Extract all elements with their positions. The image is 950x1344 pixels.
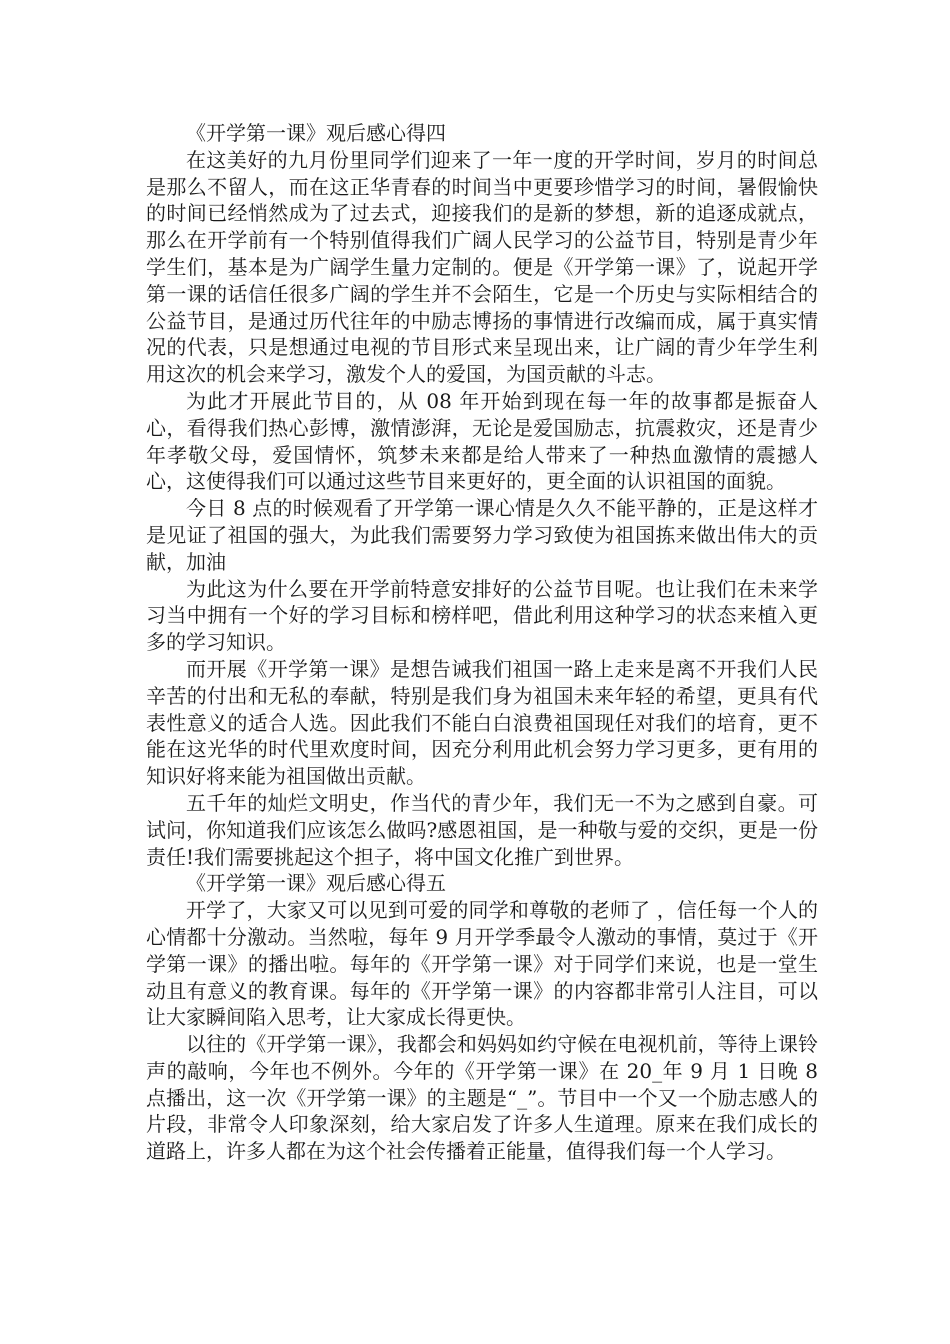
paragraph: 开学了，大家又可以见到可爱的同学和尊敬的老师了 ，信任每一个人的心情都十分激动。当然啦，每年 9 月开学季最令人激动的事情，莫过于《开学第一课》的播出啦。每年的《开学第一课》对于同学们来说，也是一堂生动且有意义的教育课。每年的《开学第一课》的内容都非常引人注目，可以让大家瞬间陷入思考，让大家成长得更快。 — [146, 898, 818, 1030]
paragraph: 而开展《开学第一课》是想告诫我们祖国一路上走来是离不开我们人民辛苦的付出和无私的奉献，特别是我们身为祖国未来年轻的希望，更具有代表性意义的适合人选。因此我们不能白白浪费祖国现任对我们的培育，更不能在这光华的时代里欢度时间，因充分利用此机会努力学习更多，更有用的知识好将来能为祖国做出贡献。 — [146, 656, 818, 789]
section-heading-5: 《开学第一课》观后感心得五 — [186, 871, 446, 896]
paragraph: 以往的《开学第一课》，我都会和妈妈如约守候在电视机前，等待上课铃声的敲响，今年也不例外。今年的《开学第一课》在 20_年 9 月 1 日晚 8 点播出，这一次《开学第一课》的主题是“_”。节目中一个又一个励志感人的片段，非常令人印象深刻，给大家启发了许多人生道理。原来在我们成长的道路上，许多人都在为这个社会传播着正能量，值得我们每一个人学习。 — [146, 1032, 818, 1164]
document-body — [146, 120, 818, 1165]
paragraph: 在这美好的九月份里同学们迎来了一年一度的开学时间，岁月的时间总是那么不留人，而在这正华青春的时间当中更要珍惜学习的时间，暑假愉快的时间已经悄然成为了过去式，迎接我们的是新的梦想，新的追逐成就点，那么在开学前有一个特别值得我们广阔人民学习的公益节目，特别是青少年学生们，基本是为广阔学生量力定制的。便是《开学第一课》了，说起开学第一课的话信任很多广阔的学生并不会陌生，它是一个历史与实际相结合的公益节目，是通过历代往年的中励志博扬的事情进行改编而成，属于真实情况的代表，只是想通过电视的节目形式来呈现出来，让广阔的青少年学生利用这次的机会来学习，激发个人的爱国，为国贡献的斗志。 — [146, 147, 818, 387]
paragraph: 五千年的灿烂文明史，作当代的青少年，我们无一不为之感到自豪。可试问，你知道我们应该怎么做吗?感恩祖国，是一种敬与爱的交织，更是一份责任!我们需要挑起这个担子，将中国文化推广到世界。 — [146, 790, 818, 869]
paragraph: 今日 8 点的时候观看了开学第一课心情是久久不能平静的，正是这样才是见证了祖国的强大，为此我们需要努力学习致使为祖国拣来做出伟大的贡献，加油 — [146, 496, 818, 574]
paragraph: 为此这为什么要在开学前特意安排好的公益节目呢。也让我们在未来学习当中拥有一个好的学习目标和榜样吧，借此利用这种学习的状态来植入更多的学习知识。 — [146, 576, 818, 655]
paragraph: 为此才开展此节目的，从 08 年开始到现在每一年的故事都是振奋人心，看得我们热心彭博，激情澎湃，无论是爱国励志，抗震救灾，还是青少年孝敬父母，爱国情怀，筑梦未来都是给人带来了一种热血激情的震撼人心，这使得我们可以通过这些节目来更好的，更全面的认识祖国的面貌。 — [146, 388, 818, 494]
section-heading-4: 《开学第一课》观后感心得四 — [186, 121, 446, 145]
